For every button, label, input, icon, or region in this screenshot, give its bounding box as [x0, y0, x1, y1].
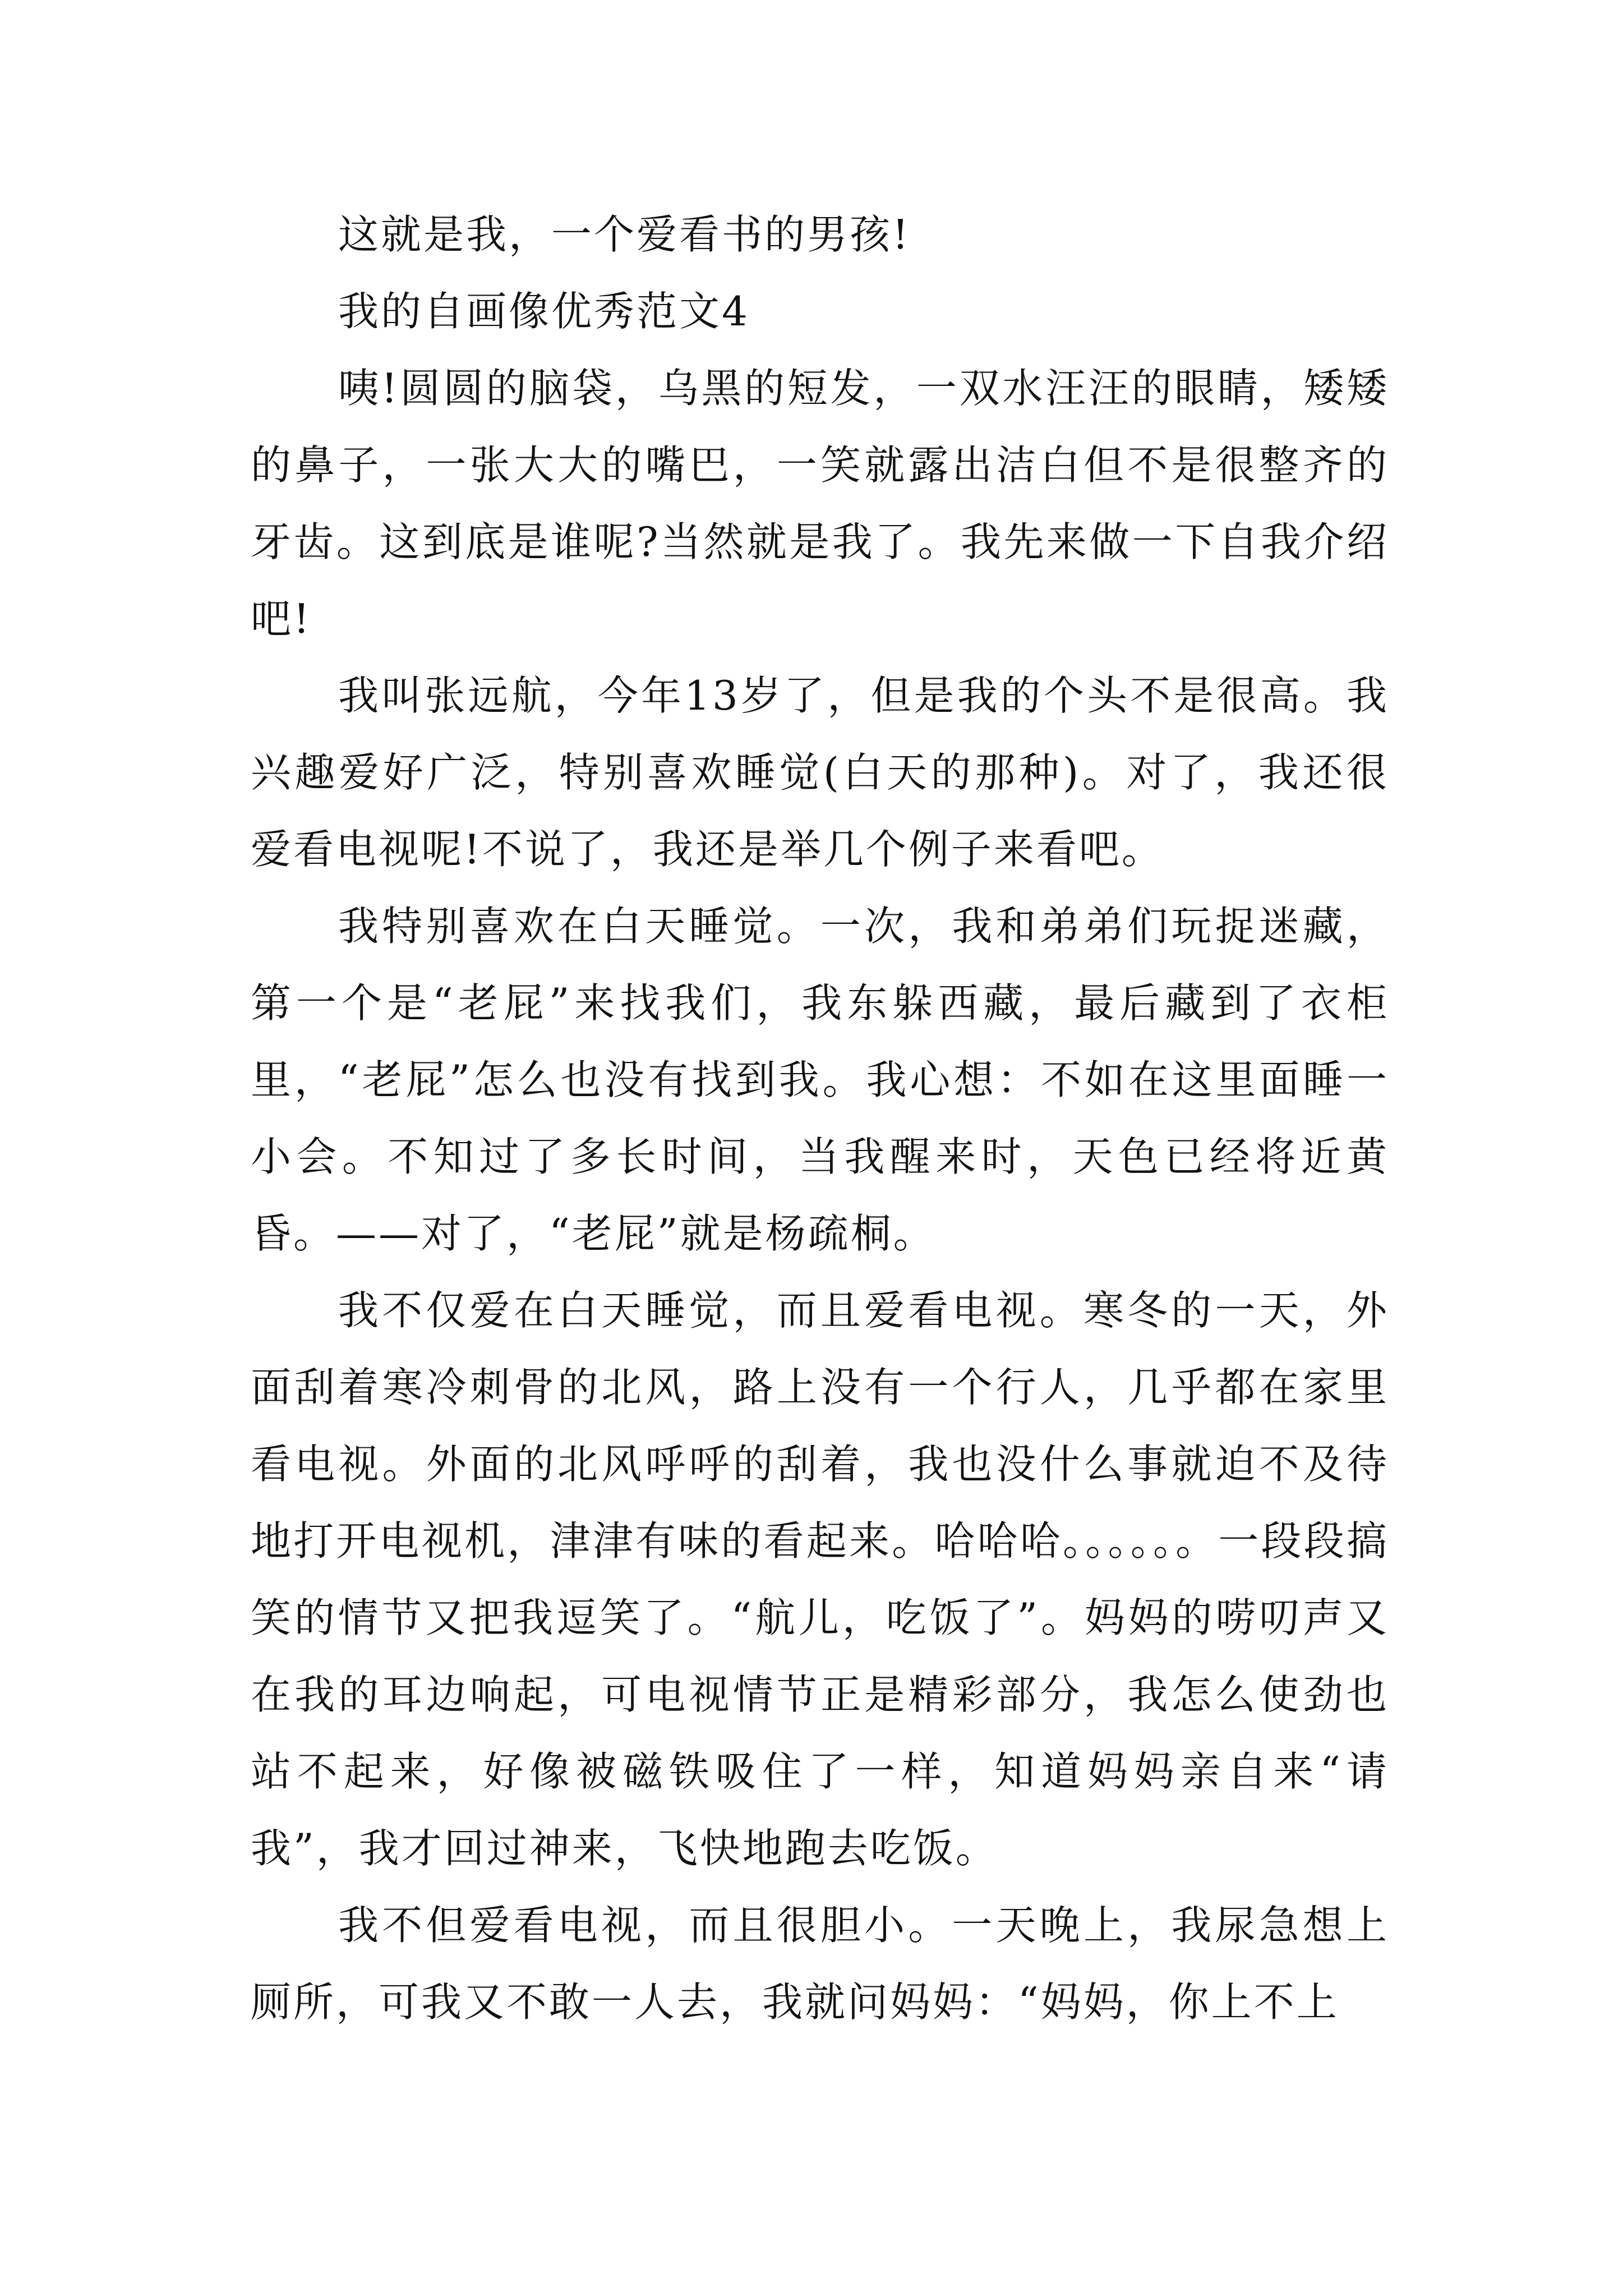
essay-heading: 我的自画像优秀范文4 [338, 288, 750, 335]
paragraph-tv: 我不仅爱在白天睡觉，而且爱看电视。寒冬的一天，外面刮着寒冷刺骨的北风，路上没有一个行人，几乎都在家里看电视。外面的北风呼呼的刮着，我也没什么事就迫不及待地打开电视机，津津有味的看起来。哈哈哈。。。。。。一段段搞笑的情节又把我逗笑了。“航儿，吃饭了”。妈妈的唠叨声又在我的耳边响起，可电视情节正是精彩部分，我怎么使劲也站不起来，好像被磁铁吸住了一样，知道妈妈亲自来“请我”，我才回过神来，飞快地跑去吃饭。 [251, 1287, 1389, 1872]
paragraph-intro: 咦!圆圆的脑袋，乌黑的短发，一双水汪汪的眼睛，矮矮的鼻子，一张大大的嘴巴，一笑就露出洁白但不是很整齐的牙齿。这到底是谁呢?当然就是我了。我先来做一下自我介绍吧! [251, 365, 1389, 642]
paragraph-closing-line: 这就是我，一个爱看书的男孩! [338, 211, 911, 258]
paragraph-timid: 我不但爱看电视，而且很胆小。一天晚上，我尿急想上厕所，可我又不敢一人去，我就问妈妈：“妈妈，你上不上 [251, 1902, 1389, 2026]
paragraph-sleeping: 我特别喜欢在白天睡觉。一次，我和弟弟们玩捉迷藏，第一个是“老屁”来找我们，我东躲西藏，最后藏到了衣柜里，“老屁”怎么也没有找到我。我心想：不如在这里面睡一小会。不知过了多长时间，当我醒来时，天色已经将近黄昏。——对了，“老屁”就是杨疏桐。 [251, 903, 1389, 1257]
document-body [251, 196, 1389, 2041]
paragraph-self-intro: 我叫张远航，今年13岁了，但是我的个头不是很高。我兴趣爱好广泛，特别喜欢睡觉(白天的那种)。对了，我还很爱看电视呢!不说了，我还是举几个例子来看吧。 [251, 672, 1389, 873]
